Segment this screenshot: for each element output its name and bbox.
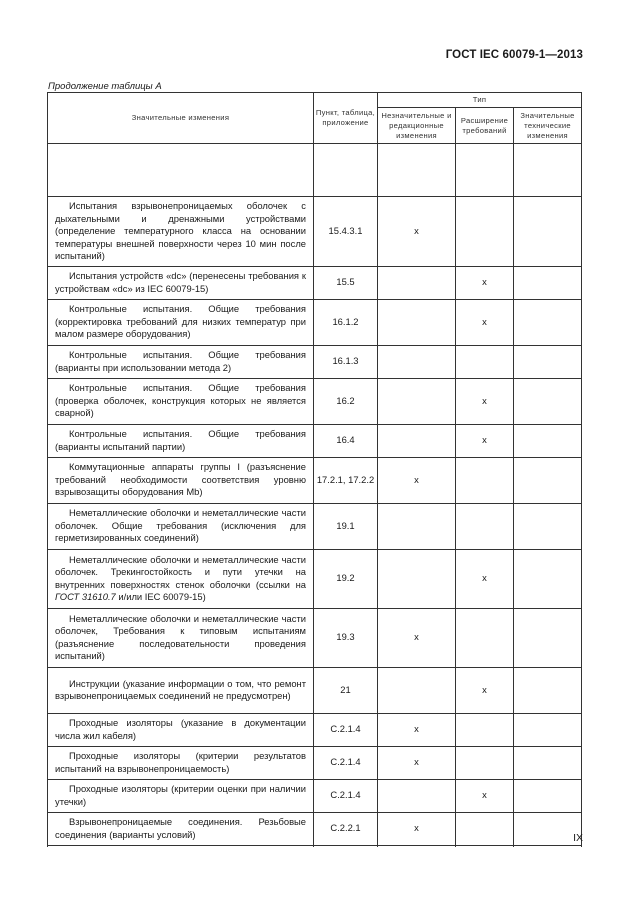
row-major-mark	[514, 503, 582, 549]
row-extension-mark	[456, 345, 514, 378]
header-minor: Незначительные и редакционные изменения	[378, 108, 456, 144]
row-minor-mark	[378, 549, 456, 608]
row-extension-mark	[456, 608, 514, 667]
row-description: Контрольные испытания. Общие требования (проверка оболочек, конструкция которых не является сварной)	[48, 378, 314, 424]
row-major-mark	[514, 457, 582, 503]
row-major-mark	[514, 608, 582, 667]
row-clause: C.2.2.1	[314, 812, 378, 845]
row-clause: 19.1	[314, 503, 378, 549]
table-row	[48, 503, 582, 549]
row-clause: 16.1.3	[314, 345, 378, 378]
row-clause: C.2.1.4	[314, 713, 378, 746]
standard-number: ГОСТ IEC 60079-1—2013	[445, 49, 583, 61]
row-minor-mark	[378, 345, 456, 378]
row-description: Коммутационные аппараты группы I (разъяснение требований необходимости соответствия уровню взрывозащиты оборудования Mb)	[48, 457, 314, 503]
row-minor-mark: x	[378, 713, 456, 746]
row-description: Инструкции (указание информации о том, что ремонт взрывонепроницаемых соединений не предусмотрен)	[48, 667, 314, 713]
row-description: Испытания взрывонепроницаемых оболочек с дыхательными и дренажными устройствами (определение температурного класса на основании температуры внешней поверхности через 10 мин после испытаний)	[48, 197, 314, 267]
row-description: Проходные изоляторы (критерии результатов испытаний на взрывонепроницаемость)	[48, 746, 314, 779]
table-row	[48, 424, 582, 457]
table-row	[48, 345, 582, 378]
row-extension-mark: x	[456, 424, 514, 457]
row-minor-mark	[378, 667, 456, 713]
row-minor-mark: x	[378, 812, 456, 845]
row-description: Проходные изоляторы (указание в документации числа жил кабеля)	[48, 713, 314, 746]
row-description: Испытания устройств «dc» (перенесены требования к устройствам «dc» из IEC 60079-15)	[48, 266, 314, 299]
row-minor-mark	[378, 424, 456, 457]
row-clause: C.2.1.4	[314, 779, 378, 812]
row-minor-mark	[378, 378, 456, 424]
row-minor-mark	[378, 503, 456, 549]
page-number: IX	[573, 832, 583, 844]
table-row	[48, 812, 582, 845]
row-extension-mark	[456, 197, 514, 267]
row-minor-mark	[378, 266, 456, 299]
row-extension-mark	[456, 713, 514, 746]
row-extension-mark: x	[456, 299, 514, 345]
header-changes: Значительные изменения	[48, 93, 314, 144]
row-description: Контрольные испытания. Общие требования (варианты при использовании метода 2)	[48, 345, 314, 378]
row-extension-mark: x	[456, 549, 514, 608]
header-extension: Расширение требований	[456, 108, 514, 144]
row-extension-mark	[456, 503, 514, 549]
row-major-mark	[514, 197, 582, 267]
row-extension-mark	[456, 812, 514, 845]
row-clause: 15.4.3.1	[314, 197, 378, 267]
row-clause: 16.2	[314, 378, 378, 424]
table-row	[48, 457, 582, 503]
header-clause: Пункт, таблица, приложение	[314, 93, 378, 144]
row-clause: 16.4	[314, 424, 378, 457]
row-description: Взрывонепроницаемые соединения. Резьбовые соединения (варианты условий)	[48, 812, 314, 845]
row-clause: 17.2.1, 17.2.2	[314, 457, 378, 503]
table-row	[48, 378, 582, 424]
row-major-mark	[514, 746, 582, 779]
row-description: Неметаллические оболочки и неметаллические части оболочек, Требования к типовым испытаниям (разъяснение последовательности проведения испытаний)	[48, 608, 314, 667]
row-major-mark	[514, 713, 582, 746]
table-row	[48, 667, 582, 713]
row-clause: 19.3	[314, 608, 378, 667]
row-description: Неметаллические оболочки и неметаллические части оболочек. Общие требования (исключения для герметизированных соединений)	[48, 503, 314, 549]
row-extension-mark	[456, 457, 514, 503]
row-major-mark	[514, 299, 582, 345]
row-minor-mark	[378, 299, 456, 345]
row-major-mark	[514, 345, 582, 378]
changes-table	[47, 92, 582, 847]
row-major-mark	[514, 424, 582, 457]
table-continuation-caption: Продолжение таблицы А	[48, 81, 162, 92]
row-clause: 15.5	[314, 266, 378, 299]
row-description: Контрольные испытания. Общие требования (корректировка требований для низких температур при малом размере оборудования)	[48, 299, 314, 345]
row-extension-mark: x	[456, 378, 514, 424]
row-extension-mark: x	[456, 779, 514, 812]
row-extension-mark	[456, 746, 514, 779]
row-description: Контрольные испытания. Общие требования (варианты испытаний партии)	[48, 424, 314, 457]
table-row	[48, 549, 582, 608]
table-row	[48, 299, 582, 345]
row-minor-mark: x	[378, 457, 456, 503]
row-major-mark	[514, 779, 582, 812]
row-extension-mark: x	[456, 667, 514, 713]
table-row	[48, 608, 582, 667]
row-clause: 21	[314, 667, 378, 713]
row-major-mark	[514, 266, 582, 299]
row-minor-mark: x	[378, 197, 456, 267]
table-row	[48, 746, 582, 779]
row-clause: 19.2	[314, 549, 378, 608]
row-major-mark	[514, 378, 582, 424]
row-major-mark	[514, 549, 582, 608]
row-description: Проходные изоляторы (критерии оценки при наличии утечки)	[48, 779, 314, 812]
table-row	[48, 197, 582, 267]
row-minor-mark: x	[378, 608, 456, 667]
table-row	[48, 266, 582, 299]
row-major-mark	[514, 667, 582, 713]
header-type: Тип	[378, 93, 582, 108]
row-minor-mark	[378, 779, 456, 812]
header-major: Значительные технические изменения	[514, 108, 582, 144]
row-description: Неметаллические оболочки и неметаллические части оболочек. Трекингостойкость и пути утечки на внутренних поверхностях стенок оболочки (ссылки на ГОСТ 31610.7 и/или IEC 60079-15)	[48, 549, 314, 608]
row-clause: 16.1.2	[314, 299, 378, 345]
row-major-mark	[514, 812, 582, 845]
row-clause: C.2.1.4	[314, 746, 378, 779]
table-row	[48, 779, 582, 812]
row-extension-mark: x	[456, 266, 514, 299]
row-minor-mark: x	[378, 746, 456, 779]
table-row	[48, 713, 582, 746]
